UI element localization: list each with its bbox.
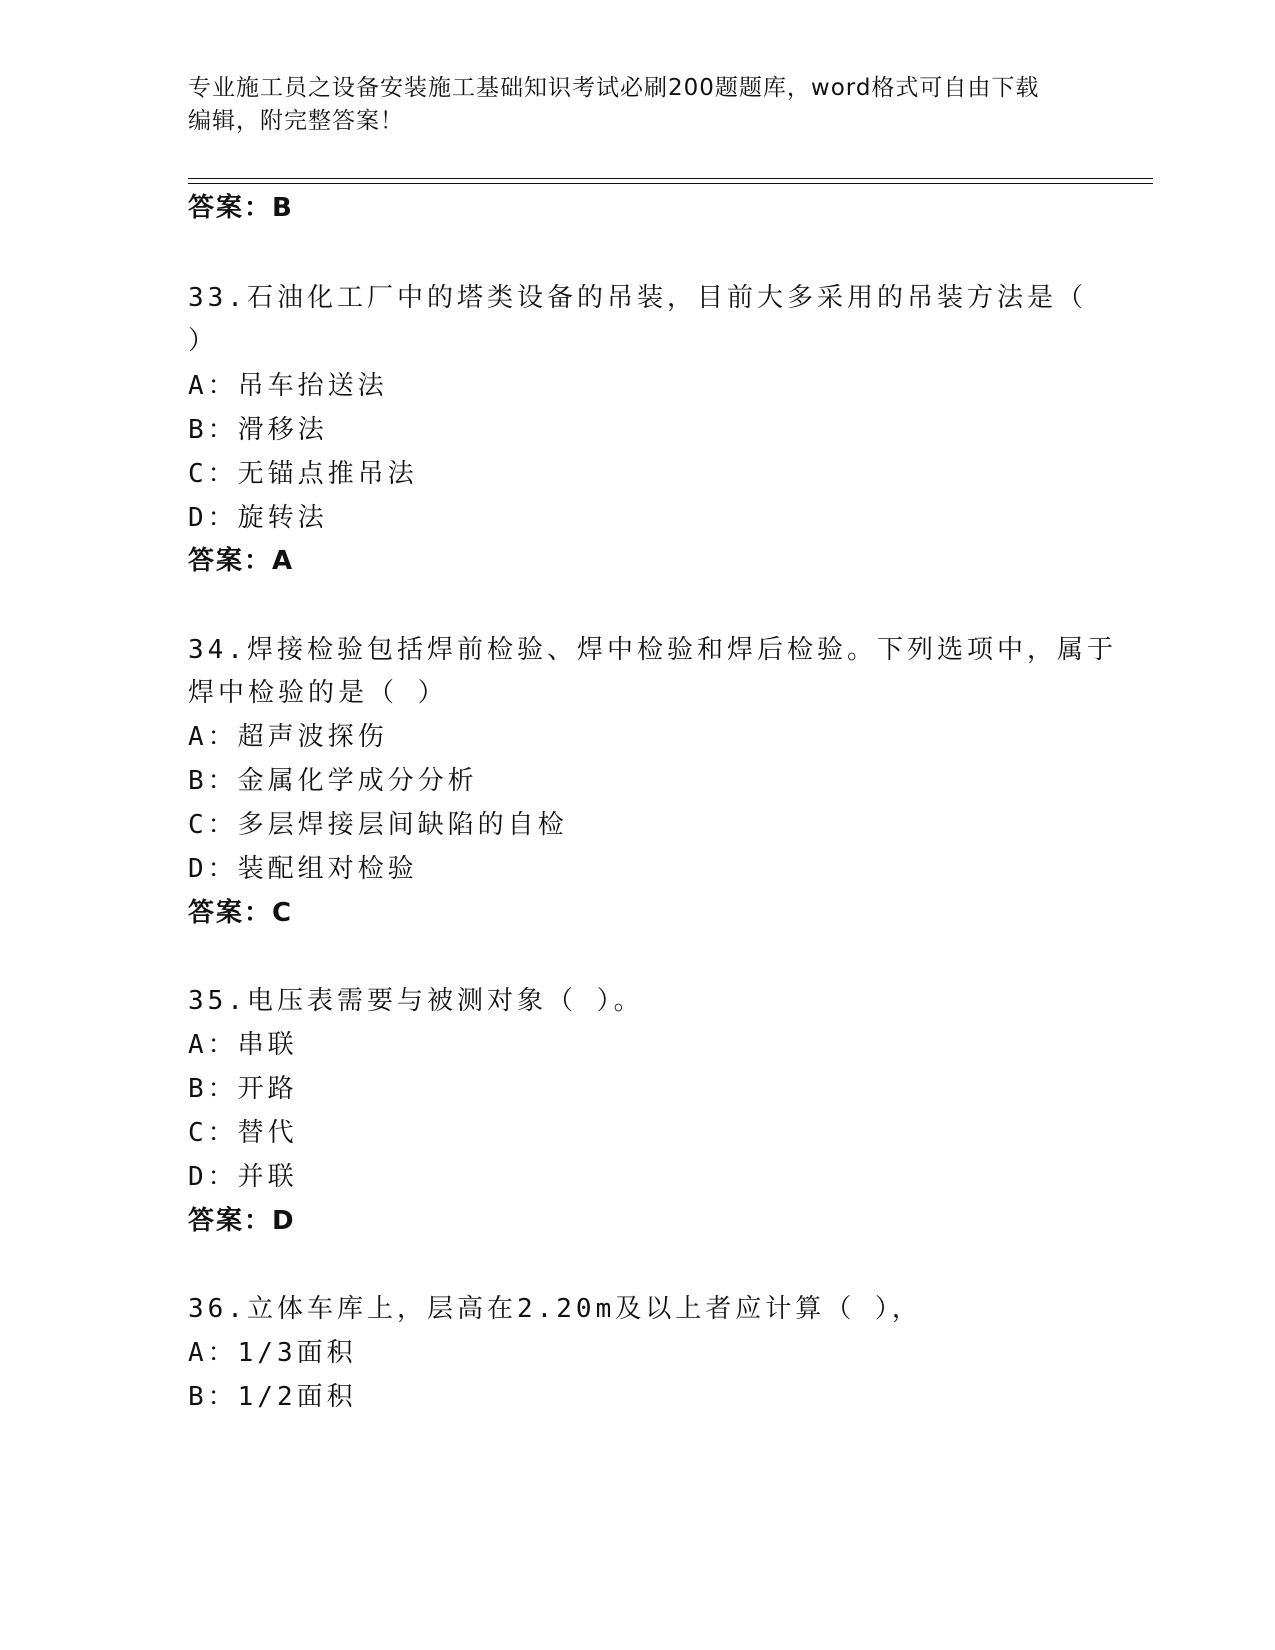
question-33-stem-line-1: 33.石油化工厂中的塔类设备的吊装，目前大多采用的吊装方法是（ <box>188 283 1087 313</box>
question-34-option-a: A：超声波探伤 <box>188 722 388 752</box>
question-33-stem-line-2: ） <box>188 326 219 356</box>
question-36-option-a: A：1/3面积 <box>188 1338 357 1368</box>
question-33-option-c: C：无锚点推吊法 <box>188 459 418 489</box>
question-35-option-b: B：开路 <box>188 1074 298 1104</box>
question-34-stem-line-2: 焊中检验的是（ ） <box>188 678 448 708</box>
question-36-stem-line-1: 36.立体车库上，层高在2.20m及以上者应计算（ ）， <box>188 1294 922 1324</box>
question-34-answer: 答案：C <box>188 898 294 928</box>
question-34-option-b: B：金属化学成分分析 <box>188 766 478 796</box>
question-35-option-a: A：串联 <box>188 1030 298 1060</box>
header-line-2: 编辑，附完整答案！ <box>188 108 404 134</box>
question-35-option-c: C：替代 <box>188 1118 298 1148</box>
header-divider-top <box>188 178 1153 179</box>
question-34-option-d: D：装配组对检验 <box>188 854 418 884</box>
question-34-stem-line-1: 34.焊接检验包括焊前检验、焊中检验和焊后检验。下列选项中，属于 <box>188 635 1117 665</box>
question-35-option-d: D：并联 <box>188 1162 298 1192</box>
question-33-answer: 答案：A <box>188 546 295 576</box>
question-33-option-a: A：吊车抬送法 <box>188 371 388 401</box>
question-34-option-c: C：多层焊接层间缺陷的自检 <box>188 810 568 840</box>
header-divider-bottom <box>188 183 1153 184</box>
header-line-1: 专业施工员之设备安装施工基础知识考试必刷200题题库，word格式可自由下载 <box>188 75 1040 101</box>
answer-prev: 答案：B <box>188 193 294 223</box>
question-36-option-b: B：1/2面积 <box>188 1382 357 1412</box>
question-35-stem-line-1: 35.电压表需要与被测对象（ ）。 <box>188 986 644 1016</box>
question-35-answer: 答案：D <box>188 1206 296 1236</box>
document-header <box>188 72 1088 138</box>
question-33-option-d: D：旋转法 <box>188 503 328 533</box>
question-33-option-b: B：滑移法 <box>188 415 328 445</box>
